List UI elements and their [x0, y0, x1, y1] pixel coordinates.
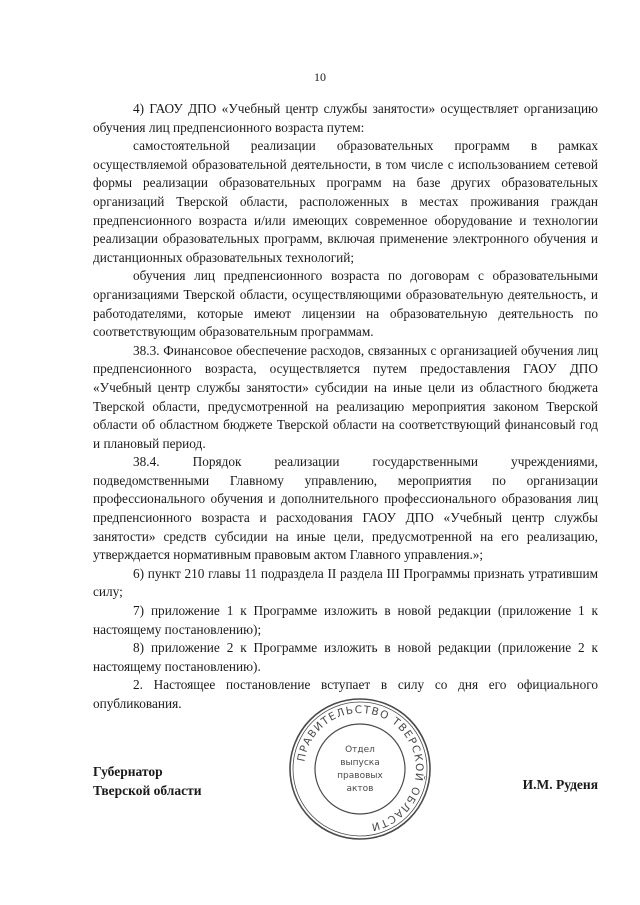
paragraph-contract-training: обучения лиц предпенсионного возраста по договорам с образовательными организациями Тверской области, осуществляющими образовательную деятельность, и работодателями, которые имеют лицензии на образовательную деятельность по соответствующим образовательным программам.: [93, 268, 598, 340]
document-body: [93, 100, 598, 714]
paragraph-self-implementation: самостоятельной реализации образовательных программ в рамках осуществляемой образовательной деятельности, в том числе с использованием сетевой формы реализации образовательных программ на базе других образовательных организаций Тверской области, расположенных в местах проживания граждан предпенсионного возраста и/или имеющих современное оборудование и технологии реализации образовательных программ, включая применение электронного обучения и дистанционных образовательных технологий;: [93, 138, 598, 265]
paragraph-effective-date: 2. Настоящее постановление вступает в силу со дня его официального опубликования.: [93, 677, 598, 711]
paragraph-item4: 4) ГАОУ ДПО «Учебный центр службы занятости» осуществляет организацию обучения лиц предпенсионного возраста путем:: [93, 101, 598, 135]
svg-text:правовых: правовых: [337, 771, 383, 781]
svg-text:Отдел: Отдел: [345, 745, 375, 755]
signatory-title-line2: Тверской области: [93, 782, 202, 798]
signatory-name: И.М. Руденя: [522, 777, 598, 792]
svg-text:актов: актов: [346, 784, 374, 794]
paragraph-38-4: 38.4. Порядок реализации государственными учреждениями, подведомственными Главному управлению, мероприятия по организации профессионального обучения и дополнительного профессионального образования лиц предпенсионного возраста и расходования ГАОУ ДПО «Учебный центр службы занятости» средств субсидии на иные цели, предусмотренной на его реализацию, утверждается нормативным правовым актом Главного управления.»;: [93, 454, 598, 563]
page-number: 10: [314, 70, 326, 84]
paragraph-item8: 8) приложение 2 к Программе изложить в новой редакции (приложение 2 к настоящему постановлению).: [93, 640, 598, 674]
svg-text:выпуска: выпуска: [340, 758, 380, 768]
paragraph-38-3: 38.3. Финансовое обеспечение расходов, связанных с организацией обучения лиц предпенсионного возраста, осуществляется путем предоставления ГАОУ ДПО «Учебный центр службы занятости» субсидии на иные цели из областного бюджета Тверской области, предусмотренной на реализацию мероприятия законом Тверской области об областном бюджете Тверской области на соответствующий финансовый год и плановый период.: [93, 342, 598, 451]
signatory-title: [93, 763, 202, 800]
official-stamp: [285, 694, 435, 844]
paragraph-item7: 7) приложение 1 к Программе изложить в новой редакции (приложение 1 к настоящему постановлению);: [93, 603, 598, 637]
signatory-title-line1: Губернатор: [93, 764, 163, 779]
svg-text:ПРАВИТЕЛЬСТВО ТВЕРСКОЙ ОБЛАСТИ: ПРАВИТЕЛЬСТВО ТВЕРСКОЙ ОБЛАСТИ: [295, 703, 426, 833]
paragraph-item6: 6) пункт 210 главы 11 подраздела II раздела III Программы признать утратившим силу;: [93, 565, 598, 600]
